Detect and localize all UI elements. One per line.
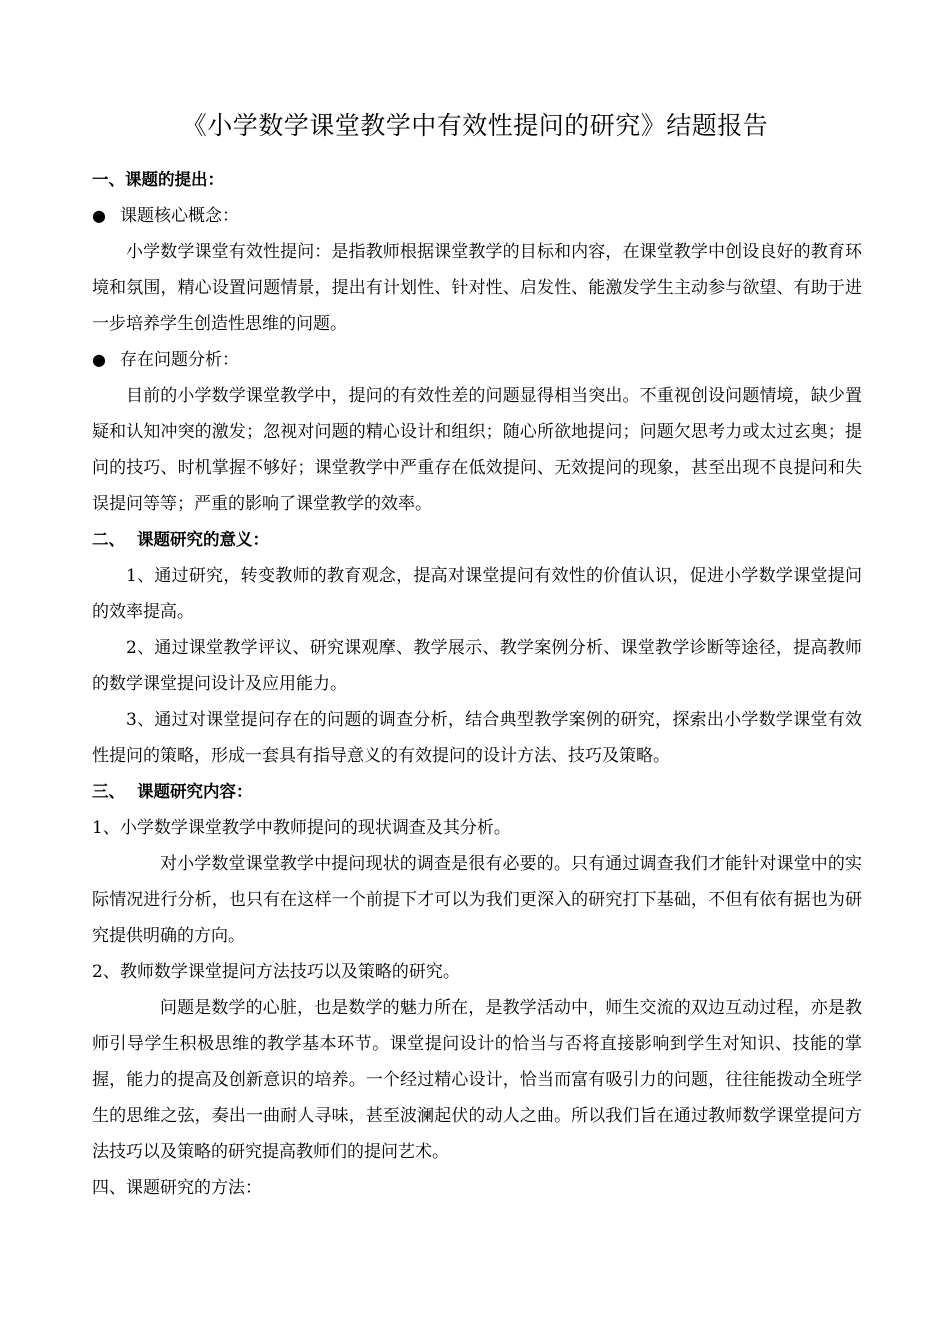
section-2-heading [92, 522, 862, 558]
section-2-title: 课题研究的意义： [137, 530, 269, 549]
bullet-core-concept-label: 课题核心概念： [120, 206, 239, 226]
significance-paragraph-1: 1、通过研究，转变教师的教育观念，提高对课堂提问有效性的价值认识，促进小学数学课堂提问的效率提高。 [92, 566, 862, 622]
section-4-heading: 四、课题研究的方法： [92, 1178, 262, 1198]
bullet-dot-icon: ● [92, 350, 106, 369]
content-item-2: 2、教师数学课堂提问方法技巧以及策略的研究。 [92, 962, 460, 982]
section-3-title: 课题研究内容： [137, 782, 253, 801]
document-title: 《小学数学课堂教学中有效性提问的研究》结题报告 [181, 111, 769, 140]
bullet-core-concept [92, 198, 862, 234]
section-2-number: 二、 [92, 530, 125, 549]
significance-paragraph-3: 3、通过对课堂提问存在的问题的调查分析，结合典型教学案例的研究，探索出小学数学课堂有效性提问的策略，形成一套具有指导意义的有效提问的设计方法、技巧及策略。 [92, 710, 862, 766]
bullet-dot-icon: ● [92, 206, 106, 225]
section-1-heading: 一、课题的提出： [92, 170, 224, 189]
significance-paragraph-2: 2、通过课堂教学评议、研究课观摩、教学展示、教学案例分析、课堂教学诊断等途径，提高教师的数学课堂提问设计及应用能力。 [92, 638, 862, 694]
core-concept-paragraph: 小学数学课堂有效性提问：是指教师根据课堂教学的目标和内容，在课堂教学中创设良好的教育环境和氛围，精心设置问题情景，提出有计划性、针对性、启发性、能激发学生主动参与欲望、有助于进一步培养学生创造性思维的问题。 [92, 242, 862, 334]
problem-analysis-paragraph: 目前的小学数学课堂教学中，提问的有效性差的问题显得相当突出。不重视创设问题情境，缺少置疑和认知冲突的激发；忽视对问题的精心设计和组织；随心所欲地提问；问题欠思考力或太过玄奥；提问的技巧、时机掌握不够好；课堂教学中严重存在低效提问、无效提问的现象，甚至出现不良提问和失误提问等等；严重的影响了课堂教学的效率。 [92, 386, 862, 514]
bullet-problem-analysis [92, 342, 862, 378]
content-item-1: 1、小学数学课堂教学中教师提问的现状调查及其分析。 [92, 818, 511, 838]
bullet-problem-analysis-label: 存在问题分析： [120, 350, 239, 370]
section-3-heading [92, 774, 862, 810]
content-item-1-paragraph: 对小学数堂课堂教学中提问现状的调查是很有必要的。只有通过调查我们才能针对课堂中的实际情况进行分析，也只有在这样一个前提下才可以为我们更深入的研究打下基础，不但有依有据也为研究提供明确的方向。 [92, 854, 862, 946]
content-item-2-paragraph: 问题是数学的心脏，也是数学的魅力所在，是教学活动中，师生交流的双边互动过程，亦是教师引导学生积极思维的教学基本环节。课堂提问设计的恰当与否将直接影响到学生对知识、技能的掌握，能力的提高及创新意识的培养。一个经过精心设计，恰当而富有吸引力的问题，往往能拨动全班学生的思维之弦，奏出一曲耐人寻味，甚至波澜起伏的动人之曲。所以我们旨在通过教师数学课堂提问方法技巧以及策略的研究提高教师们的提问艺术。 [92, 998, 862, 1162]
document-body [92, 162, 862, 1206]
section-3-number: 三、 [92, 782, 125, 801]
